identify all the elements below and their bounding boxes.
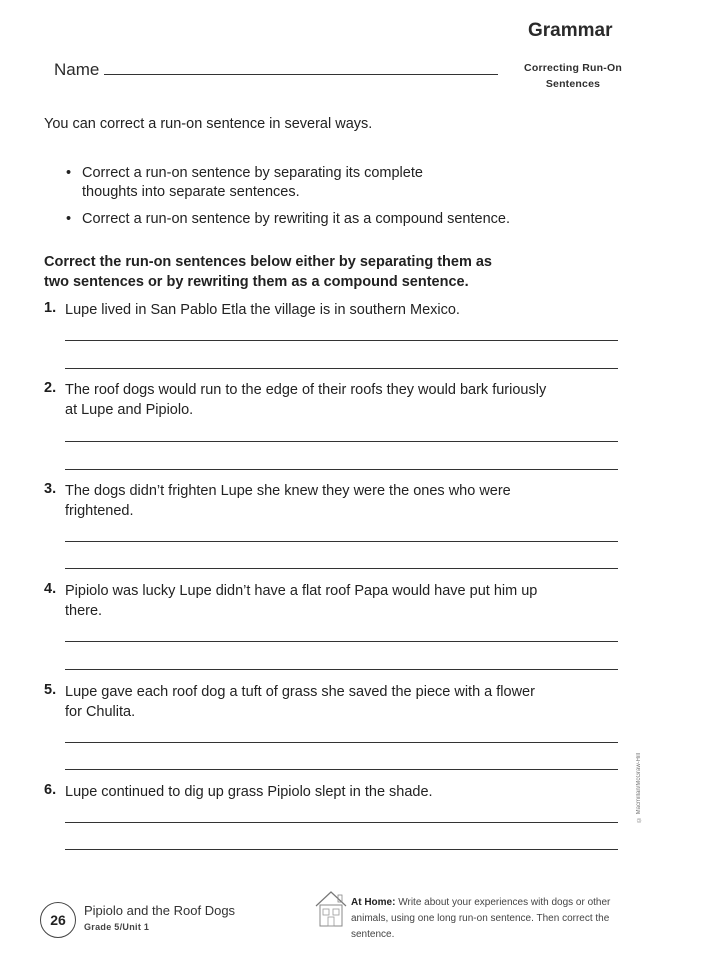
answer-line[interactable] (65, 849, 618, 850)
item-sentence-line: frightened. (65, 503, 134, 519)
topic-line-2: Sentences (545, 78, 601, 90)
grade-unit: Grade 5/Unit 1 (84, 922, 150, 932)
answer-line[interactable] (65, 368, 618, 369)
item-number: 2. (44, 380, 57, 396)
item-sentence-line: The dogs didn’t frighten Lupe she knew they were the ones who were (65, 483, 511, 499)
instructions-line-1: Correct the run-on sentences below either by separating them as (44, 254, 492, 270)
intro-text: You can correct a run-on sentence in several ways. (44, 116, 373, 132)
item-number: 5. (44, 682, 57, 698)
bullet-line: Correct a run-on sentence by rewriting it as a compound sentence. (82, 211, 510, 227)
answer-line[interactable] (65, 541, 618, 542)
instructions (44, 252, 604, 292)
answer-line[interactable] (65, 822, 618, 823)
bullet-line: Correct a run-on sentence by separating its complete (82, 165, 423, 181)
subject-title: Grammar (528, 20, 613, 41)
answer-line[interactable] (65, 340, 618, 341)
name-label: Name (54, 60, 100, 79)
at-home-label: At Home: (351, 897, 396, 908)
bullet-item (66, 210, 586, 229)
answer-line[interactable] (65, 469, 618, 470)
item-number: 6. (44, 782, 57, 798)
item-sentence-line: Lupe continued to dig up grass Pipiolo slept in the shade. (65, 784, 433, 800)
answer-line[interactable] (65, 441, 618, 442)
at-home-line-2: animals, using one long run-on sentence. Then correct the (351, 913, 610, 924)
bullet-item (66, 164, 586, 202)
item-sentence (65, 682, 625, 722)
house-icon (314, 888, 348, 928)
name-answer-line[interactable] (104, 74, 498, 75)
item-sentence-line: at Lupe and Pipiolo. (65, 402, 194, 418)
answer-line[interactable] (65, 568, 618, 569)
bullet-list (66, 164, 586, 237)
topic-line-1: Correcting Run-On (524, 62, 622, 74)
copyright-notice: © Macmillan/McGraw-Hill (636, 752, 642, 822)
item-number: 3. (44, 481, 57, 497)
answer-line[interactable] (65, 742, 618, 743)
item-sentence-line: Lupe gave each roof dog a tuft of grass she saved the piece with a flower (65, 684, 535, 700)
bullet-icon: • (66, 165, 72, 181)
bullet-icon: • (66, 211, 72, 227)
bullet-line: thoughts into separate sentences. (82, 184, 300, 200)
answer-line[interactable] (65, 669, 618, 670)
book-title: Pipiolo and the Roof Dogs (84, 903, 236, 918)
at-home-line-1: Write about your experiences with dogs or other (398, 897, 611, 908)
at-home-note (351, 895, 636, 943)
item-number: 1. (44, 300, 57, 316)
page-number-badge: 26 (40, 902, 76, 938)
item-sentence-line: Lupe lived in San Pablo Etla the village is in southern Mexico. (65, 302, 460, 318)
answer-line[interactable] (65, 641, 618, 642)
item-sentence-line: The roof dogs would run to the edge of their roofs they would bark furiously (65, 382, 547, 398)
at-home-line-3: sentence. (351, 929, 395, 940)
item-sentence-line: Pipiolo was lucky Lupe didn’t have a flat roof Papa would have put him up (65, 583, 538, 599)
item-sentence (65, 782, 625, 802)
item-sentence-line: there. (65, 603, 103, 619)
topic-subtitle (520, 60, 626, 92)
item-sentence-line: for Chulita. (65, 704, 136, 720)
item-number: 4. (44, 581, 57, 597)
item-sentence (65, 380, 625, 420)
item-sentence (65, 581, 625, 621)
item-sentence (65, 481, 625, 521)
instructions-line-2: two sentences or by rewriting them as a compound sentence. (44, 274, 469, 290)
answer-line[interactable] (65, 769, 618, 770)
item-sentence (65, 300, 625, 320)
